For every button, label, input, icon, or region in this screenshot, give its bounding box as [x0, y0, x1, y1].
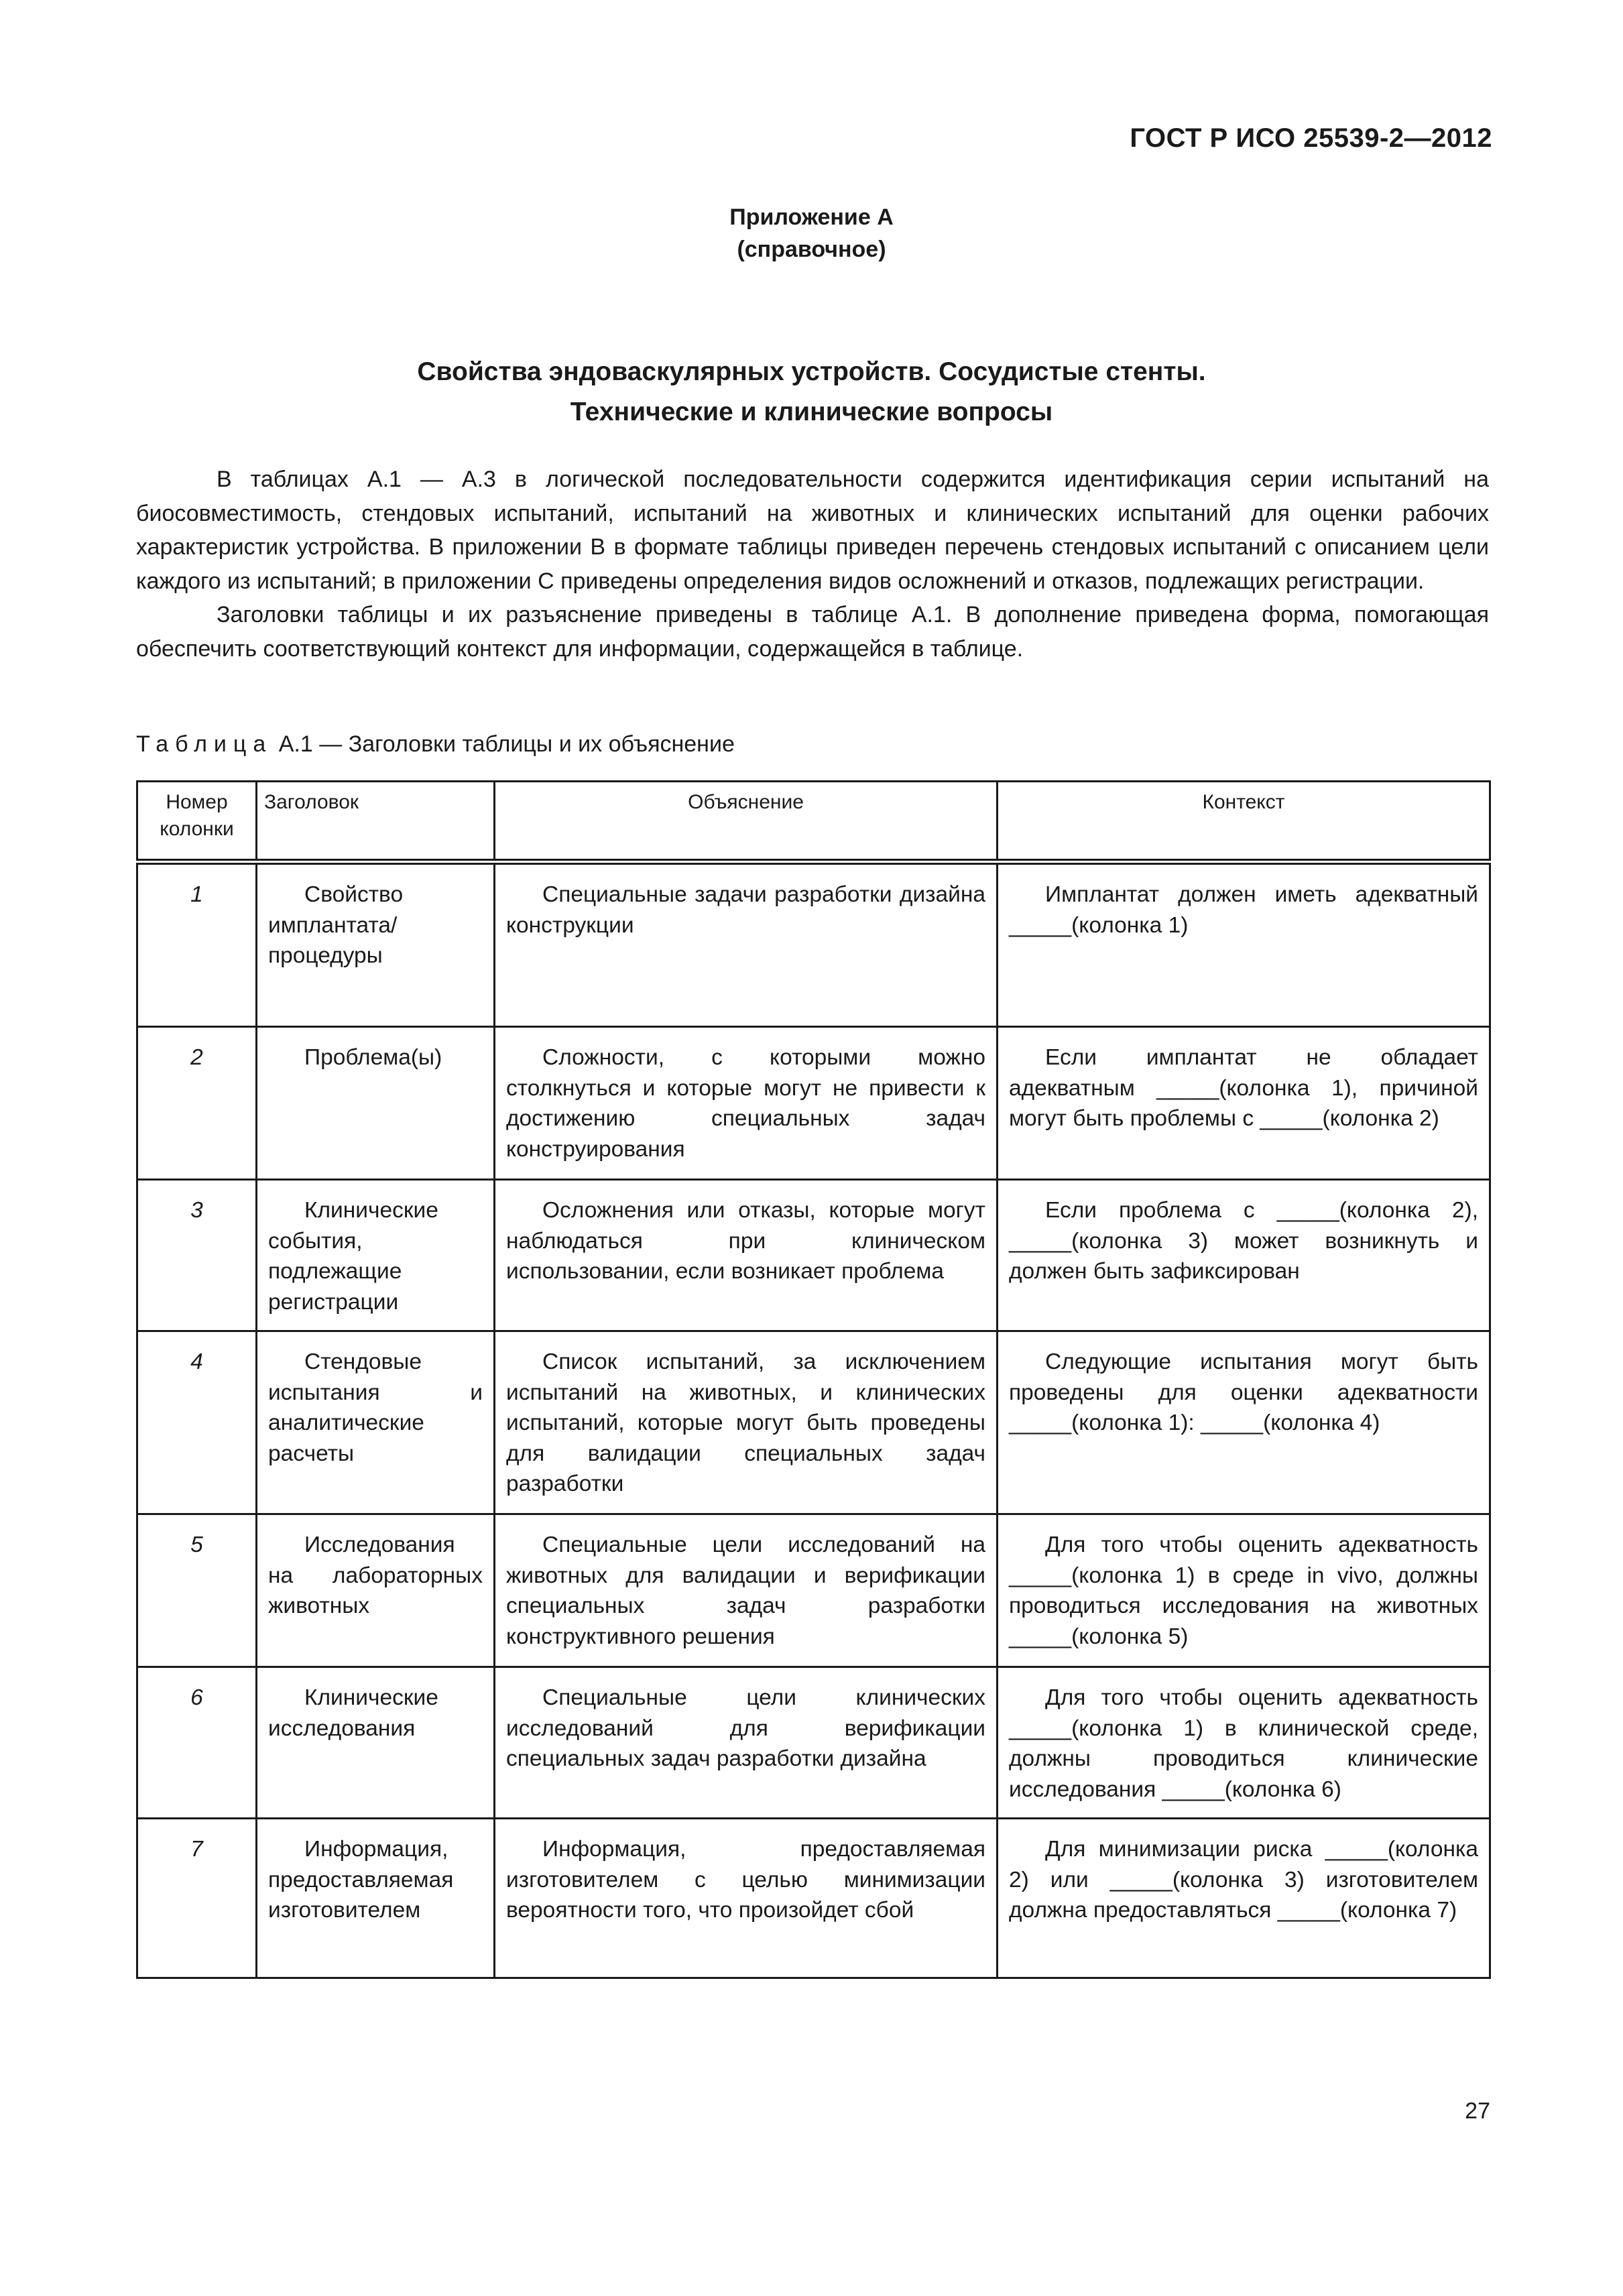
header-explanation: Объяснение — [495, 782, 998, 862]
header-context: Контекст — [998, 782, 1490, 862]
row-explanation: Специальные цели клинических исследований для верификации специальных задач разработки дизайна — [495, 1667, 998, 1819]
row-context: Для того чтобы оценить адекватность _____(колонка 1) в среде in vivo, должны проводиться исследования на животных _____(колонка 5) — [998, 1514, 1490, 1667]
row-number: 1 — [137, 862, 257, 1027]
row-heading: Стендовые испытания и аналитические расчеты — [257, 1331, 495, 1514]
row-heading: Проблема(ы) — [257, 1027, 495, 1180]
headings-table — [136, 780, 1491, 1979]
table-row — [137, 1180, 1490, 1331]
row-heading: Исследования на лабораторных животных — [257, 1514, 495, 1667]
row-number: 7 — [137, 1819, 257, 1978]
appendix-heading — [0, 201, 1623, 265]
section-title-line-1: Свойства эндоваскулярных устройств. Сосудистые стенты. — [417, 357, 1206, 386]
row-number: 3 — [137, 1180, 257, 1331]
row-context: Имплантат должен иметь адекватный _____(колонка 1) — [998, 862, 1490, 1027]
row-context: Для того чтобы оценить адекватность _____(колонка 1) в клинической среде, должны проводиться клинические исследования _____(колонка 6) — [998, 1667, 1490, 1819]
table-row — [137, 1514, 1490, 1667]
table-caption — [136, 727, 735, 761]
row-number: 6 — [137, 1667, 257, 1819]
intro-paragraph-2: Заголовки таблицы и их разъяснение приведены в таблице А.1. В дополнение приведена форма, помогающая обеспечить соответствующий контекст для информации, содержащейся в таблице. — [136, 602, 1489, 662]
row-number: 5 — [137, 1514, 257, 1667]
row-explanation: Сложности, с которыми можно столкнуться и которые могут не привести к достижению специальных задач конструирования — [495, 1027, 998, 1180]
appendix-title: Приложение А — [729, 204, 894, 230]
row-context: Для минимизации риска _____(колонка 2) или _____(колонка 3) изготовителем должна предоставляться _____(колонка 7) — [998, 1819, 1490, 1978]
table-caption-text: А.1 — Заголовки таблицы и их объяснение — [278, 731, 735, 757]
row-context: Если проблема с _____(колонка 2), _____(колонка 3) может возникнуть и должен быть зафиксирован — [998, 1180, 1490, 1331]
row-heading: Свойство имплантата/ процедуры — [257, 862, 495, 1027]
section-title — [0, 352, 1623, 432]
header-heading: Заголовок — [257, 782, 495, 862]
row-explanation: Информация, предоставляемая изготовителем с целью минимизации вероятности того, что произойдет сбой — [495, 1819, 998, 1978]
row-heading: Клинические события, подлежащие регистрации — [257, 1180, 495, 1331]
section-title-line-2: Технические и клинические вопросы — [570, 398, 1053, 426]
row-heading: Клинические исследования — [257, 1667, 495, 1819]
table-row — [137, 862, 1490, 1027]
row-explanation: Специальные задачи разработки дизайна конструкции — [495, 862, 998, 1027]
table-row — [137, 1331, 1490, 1514]
row-explanation: Осложнения или отказы, которые могут наблюдаться при клиническом использовании, если возникает проблема — [495, 1180, 998, 1331]
table-row — [137, 1667, 1490, 1819]
table-row — [137, 1027, 1490, 1180]
row-explanation: Список испытаний, за исключением испытаний на животных, и клинических испытаний, которые могут быть проведены для валидации специальных задач разработки — [495, 1331, 998, 1514]
row-context: Следующие испытания могут быть проведены для оценки адекватности _____(колонка 1): _____(колонка 4) — [998, 1331, 1490, 1514]
header-number: Номер колонки — [137, 782, 257, 862]
table-row — [137, 1819, 1490, 1978]
row-heading: Информация, предоставляемая изготовителем — [257, 1819, 495, 1978]
appendix-subtitle: (справочное) — [737, 237, 886, 262]
intro-text — [136, 463, 1489, 666]
row-explanation: Специальные цели исследований на животных для валидации и верификации специальных задач разработки конструктивного решения — [495, 1514, 998, 1667]
table-header-row — [137, 782, 1490, 862]
table-caption-label: Таблица — [136, 731, 273, 757]
row-number: 2 — [137, 1027, 257, 1180]
row-context: Если имплантат не обладает адекватным _____(колонка 1), причиной могут быть проблемы с _____(колонка 2) — [998, 1027, 1490, 1180]
document-code: ГОСТ Р ИСО 25539-2—2012 — [1130, 123, 1492, 153]
intro-paragraph-1: В таблицах А.1 — А.3 в логической последовательности содержится идентификация серии испытаний на биосовместимость, стендовых испытаний, испытаний на животных и клинических испытаний для оценки рабочих характеристик устройства. В приложении В в формате таблицы приведен перечень стендовых испытаний с описанием цели каждого из испытаний; в приложении С приведены определения видов осложнений и отказов, подлежащих регистрации. — [136, 467, 1489, 594]
page-number: 27 — [1465, 2098, 1490, 2124]
row-number: 4 — [137, 1331, 257, 1514]
